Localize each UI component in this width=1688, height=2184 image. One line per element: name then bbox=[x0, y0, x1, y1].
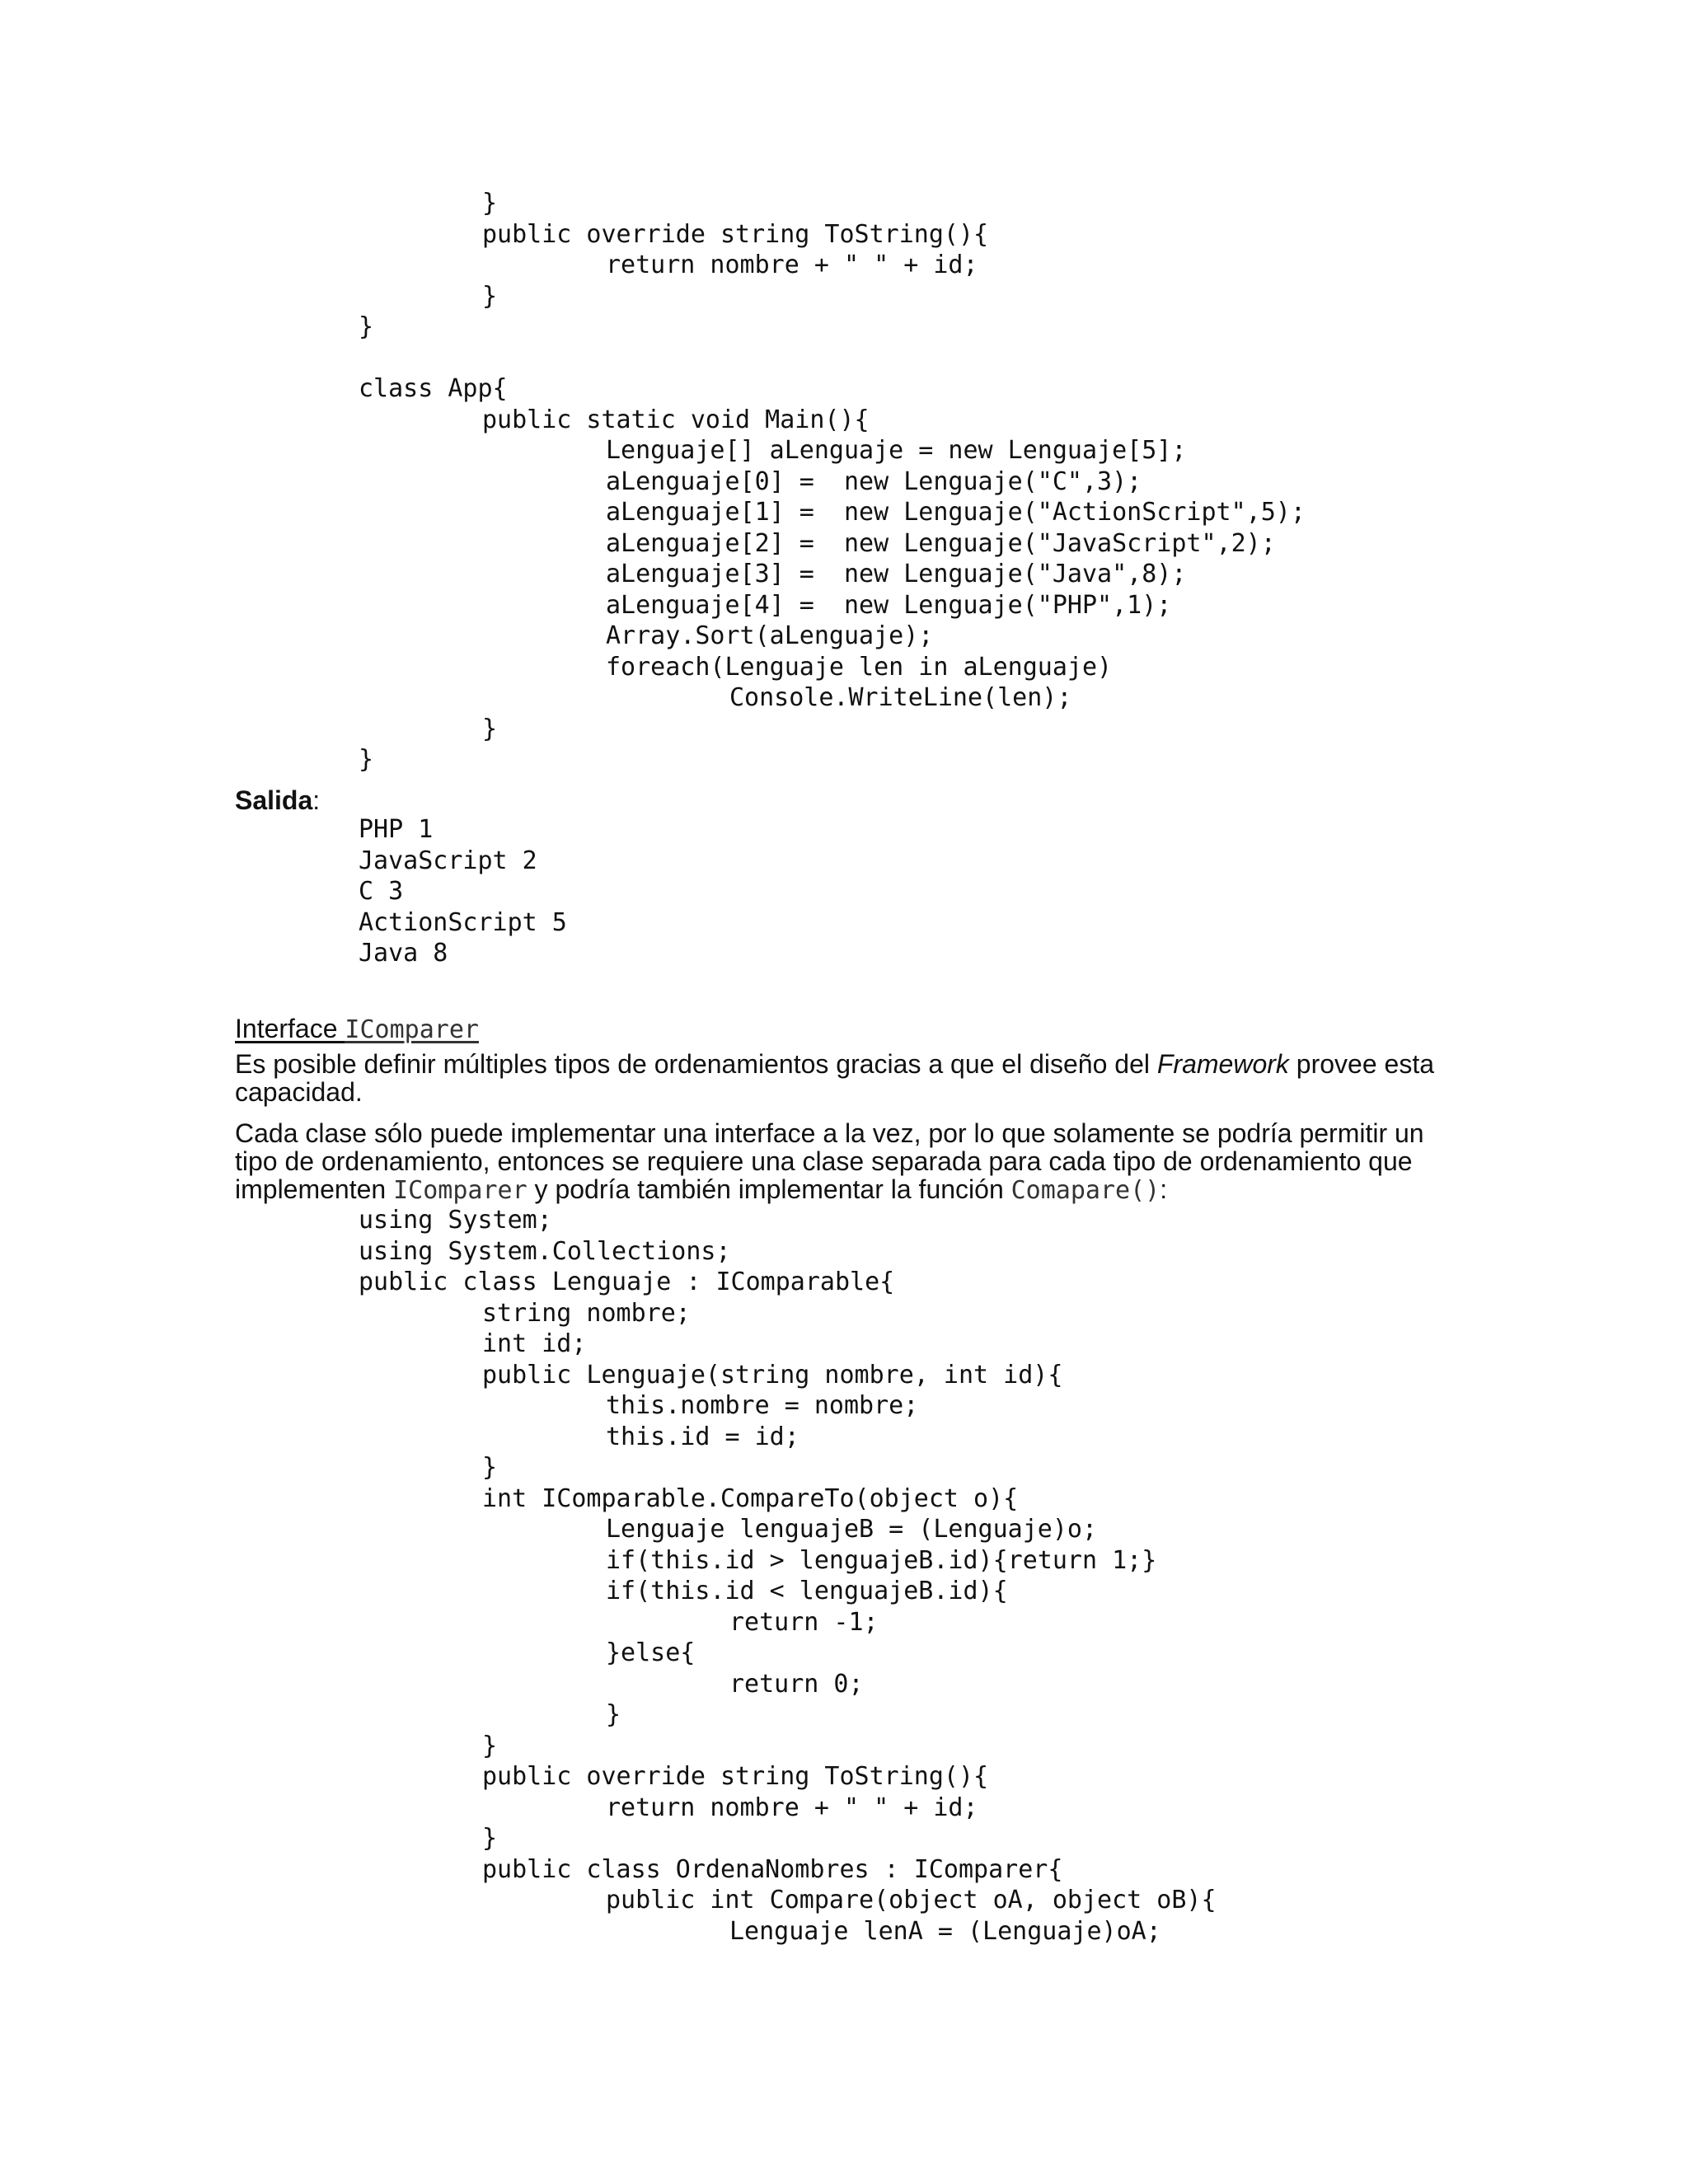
code-line: return nombre + " " + id; bbox=[235, 1793, 978, 1822]
code-line: } bbox=[235, 1453, 498, 1482]
code-line: C 3 bbox=[235, 877, 404, 906]
paragraph-framework bbox=[235, 1050, 1455, 1106]
code-block-lenguaje-class bbox=[0, 1205, 1217, 1947]
code-line: aLenguaje[4] = new Lenguaje("PHP",1); bbox=[235, 590, 1172, 620]
section-heading-code: IComparer bbox=[345, 1015, 479, 1044]
code-line: return 0; bbox=[235, 1669, 864, 1699]
code-line: public override string ToString(){ bbox=[235, 219, 989, 249]
paragraph-1-after: provee esta capacidad. bbox=[235, 1049, 1434, 1107]
code-line: } bbox=[235, 714, 498, 743]
code-line: } bbox=[235, 189, 498, 218]
paragraph-2-part1: Cada clase sólo puede implementar una interface a la vez, por lo que solamente se podría permitir un tipo de ordenamiento, entonces se requiere una clase separada para cada tipo de ordenamiento que implementen bbox=[235, 1118, 1424, 1204]
code-line: PHP 1 bbox=[235, 815, 434, 844]
code-line: Lenguaje[] aLenguaje = new Lenguaje[5]; bbox=[235, 436, 1187, 465]
code-line: aLenguaje[2] = new Lenguaje("JavaScript",2); bbox=[235, 528, 1276, 558]
section-heading bbox=[235, 1012, 1455, 1047]
code-line: using System; bbox=[235, 1206, 552, 1235]
code-line: string nombre; bbox=[235, 1298, 691, 1328]
code-line: aLenguaje[3] = new Lenguaje("Java",8); bbox=[235, 560, 1187, 588]
code-line: public class Lenguaje : IComparable{ bbox=[235, 1268, 895, 1296]
section-heading-text: Interface bbox=[235, 1014, 345, 1043]
code-line: return -1; bbox=[235, 1607, 879, 1637]
code-line: class App{ bbox=[235, 374, 508, 403]
output-label-text: Salida bbox=[235, 785, 313, 815]
code-line: public static void Main(){ bbox=[235, 405, 870, 434]
code-line: aLenguaje[1] = new Lenguaje("ActionScript",5); bbox=[235, 498, 1306, 527]
code-line: int id; bbox=[235, 1329, 587, 1358]
code-line: }else{ bbox=[235, 1638, 696, 1667]
code-line bbox=[235, 343, 1306, 374]
code-line: foreach(Lenguaje len in aLenguaje) bbox=[235, 652, 1113, 682]
code-line: } bbox=[235, 312, 374, 341]
code-line: Lenguaje lenguajeB = (Lenguaje)o; bbox=[235, 1515, 1098, 1544]
code-line: if(this.id < lenguajeB.id){ bbox=[235, 1577, 1008, 1605]
code-line: Java 8 bbox=[235, 939, 448, 968]
code-block-app bbox=[0, 188, 1306, 776]
code-block-output bbox=[0, 814, 567, 969]
paragraph-2-code-icomparer: IComparer bbox=[393, 1176, 528, 1205]
code-line: public class OrdenaNombres : IComparer{ bbox=[235, 1854, 1063, 1884]
paragraph-1-emphasis: Framework bbox=[1156, 1049, 1289, 1079]
code-line: return nombre + " " + id; bbox=[235, 251, 978, 279]
paragraph-2-part3: : bbox=[1160, 1174, 1168, 1204]
code-line: Lenguaje lenA = (Lenguaje)oA; bbox=[235, 1916, 1161, 1946]
code-line: aLenguaje[0] = new Lenguaje("C",3); bbox=[235, 466, 1142, 496]
code-line: JavaScript 2 bbox=[235, 846, 537, 875]
code-line: public Lenguaje(string nombre, int id){ bbox=[235, 1360, 1063, 1390]
output-label bbox=[235, 785, 320, 815]
code-line: Array.Sort(aLenguaje); bbox=[235, 621, 934, 650]
code-line: public int Compare(object oA, object oB){ bbox=[235, 1886, 1217, 1915]
code-line: } bbox=[235, 745, 374, 774]
paragraph-icomparer bbox=[235, 1119, 1455, 1205]
paragraph-2-code-comapare: Comapare() bbox=[1010, 1176, 1160, 1205]
output-label-colon: : bbox=[312, 785, 321, 815]
code-line: this.id = id; bbox=[235, 1422, 799, 1451]
code-line: this.nombre = nombre; bbox=[235, 1391, 919, 1420]
code-line: } bbox=[235, 1824, 498, 1853]
code-line: public override string ToString(){ bbox=[235, 1762, 989, 1791]
code-line: } bbox=[235, 1731, 498, 1760]
code-line: } bbox=[235, 1700, 621, 1729]
paragraph-1-before: Es posible definir múltiples tipos de ordenamientos gracias a que el diseño del bbox=[235, 1049, 1157, 1079]
code-line: using System.Collections; bbox=[235, 1236, 731, 1266]
code-line: Console.WriteLine(len); bbox=[235, 683, 1072, 712]
code-line: ActionScript 5 bbox=[235, 907, 567, 937]
code-line: int IComparable.CompareTo(object o){ bbox=[235, 1483, 1019, 1513]
code-line: if(this.id > lenguajeB.id){return 1;} bbox=[235, 1545, 1157, 1575]
paragraph-2-part2: y podría también implementar la función bbox=[527, 1174, 1011, 1204]
code-line: } bbox=[235, 281, 498, 311]
